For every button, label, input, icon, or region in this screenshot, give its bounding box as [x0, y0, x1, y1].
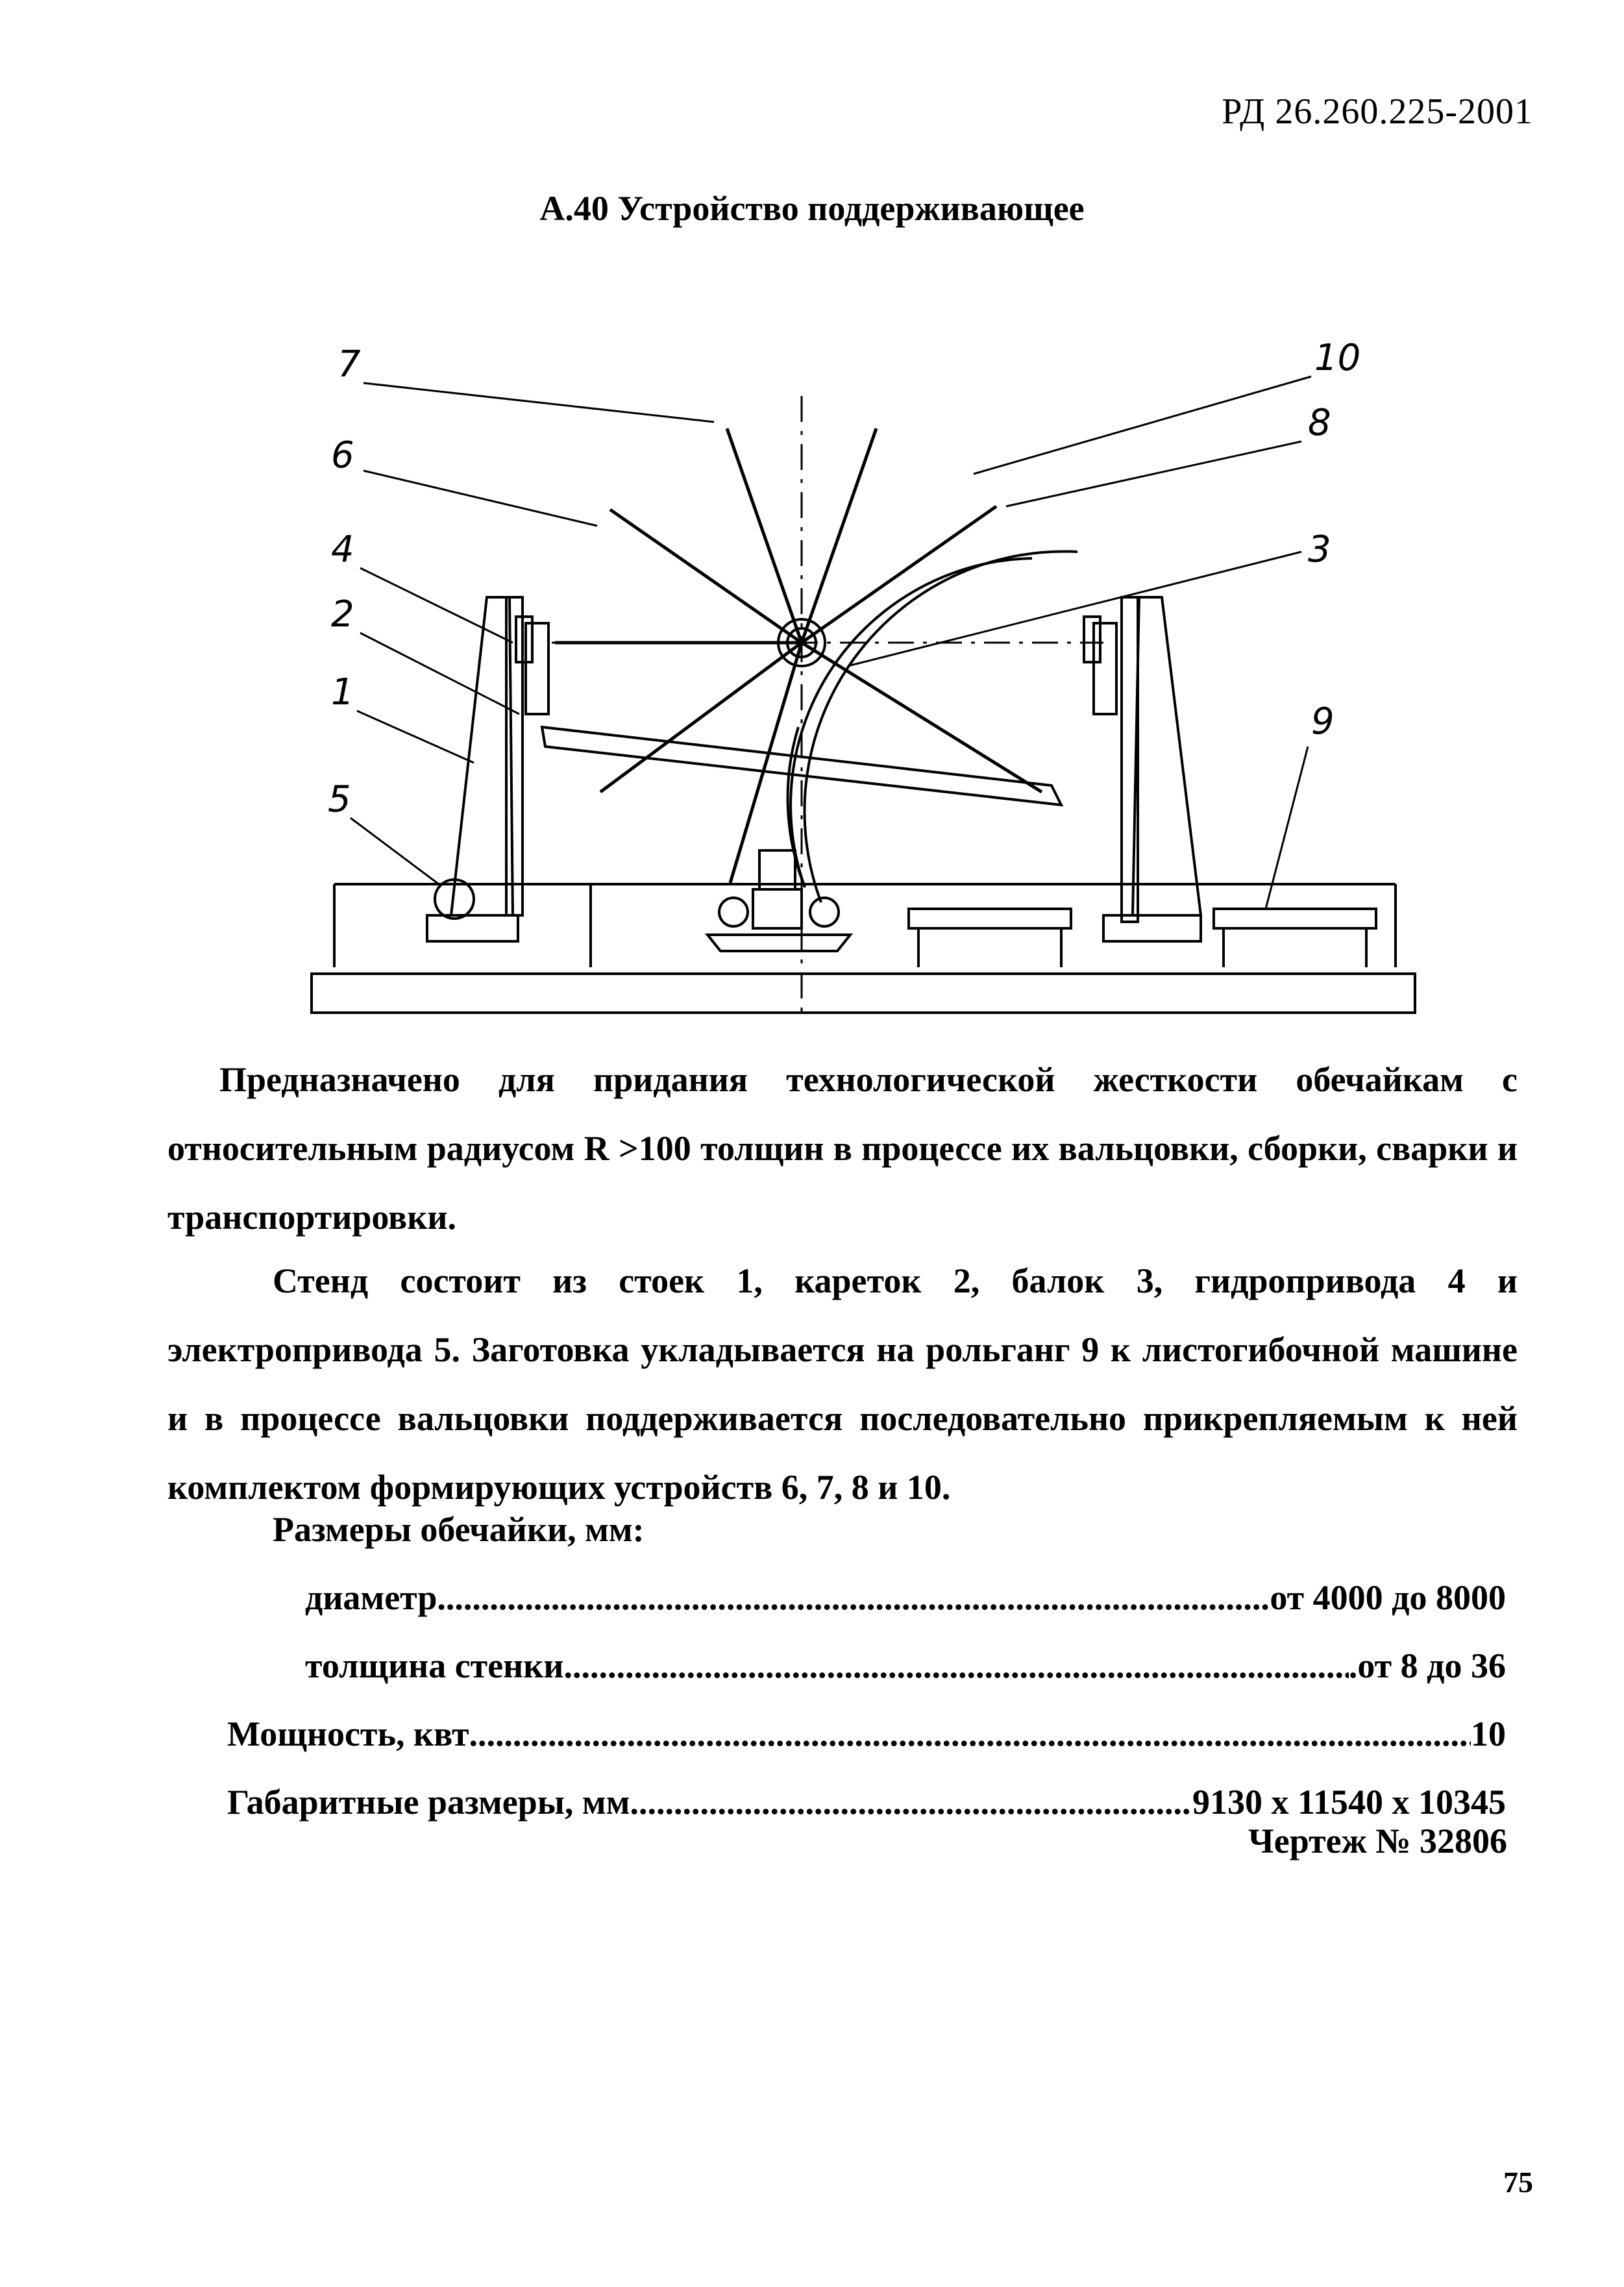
spec-diameter	[305, 1577, 1506, 1618]
dims-value: 9130 х 11540 х 10345	[1192, 1783, 1506, 1822]
roller-table-2	[1214, 909, 1376, 928]
callout-8: 8	[1308, 402, 1331, 444]
drawing-number: Чертеж № 32806	[1248, 1822, 1507, 1861]
callout-7: 7	[338, 343, 361, 386]
leader-dots	[469, 1714, 1471, 1754]
left-carriage	[526, 623, 548, 714]
spec-dimensions	[227, 1782, 1506, 1822]
callout-9: 9	[1311, 700, 1335, 743]
section-title: А.40 Устройство поддерживающее	[539, 189, 1085, 228]
bending-roll-left	[719, 898, 748, 926]
diameter-label: диаметр	[305, 1578, 437, 1617]
description-paragraph: Стенд состоит из стоек 1, кареток 2, балок 3, гидропривода 4 и электропривода 5. Заготовка укладывается на рольганг 9 к листогибочной машине и в процессе вальцовки поддерживается последовательно прикрепляемым к ней комплектом формирующих устройств 6, 7, 8 и 10.	[167, 1261, 1518, 1507]
callout-1: 1	[331, 671, 354, 713]
shell-arc-outer	[805, 551, 1077, 902]
wall-value: .от 8 до 36	[1348, 1646, 1506, 1685]
sizes-heading-text: Размеры обечайки, мм:	[273, 1510, 645, 1549]
roller-table-1	[909, 909, 1071, 928]
leader-dots	[630, 1782, 1192, 1822]
callout-10: 10	[1314, 338, 1361, 379]
power-label: Мощность, квт	[227, 1714, 469, 1753]
callout-2: 2	[331, 593, 354, 636]
page-number: 75	[1503, 2166, 1533, 2199]
bending-roll-right	[810, 898, 839, 926]
wall-label: толщина стенки	[305, 1646, 564, 1685]
support-device-drawing	[305, 338, 1421, 1026]
document-code: РД 26.260.225-2001	[1222, 92, 1533, 132]
bending-machine-body	[753, 889, 802, 928]
callout-6: 6	[331, 434, 354, 476]
dims-label: Габаритные размеры, мм	[227, 1783, 630, 1822]
right-stand	[1133, 597, 1201, 915]
base-plate	[312, 974, 1415, 1013]
right-carriage	[1094, 623, 1116, 714]
left-stand-foot	[427, 915, 518, 941]
shell-arc	[791, 558, 1032, 887]
callout-4: 4	[331, 528, 354, 571]
leader-dots	[564, 1646, 1349, 1686]
spokes	[555, 428, 1042, 883]
sizes-heading	[273, 1509, 645, 1550]
callout-3: 3	[1308, 528, 1331, 571]
technical-drawing	[305, 338, 1421, 1026]
spec-wall	[305, 1646, 1506, 1686]
bending-machine-base	[707, 935, 850, 951]
right-stand-foot	[1103, 915, 1201, 941]
spec-power	[227, 1714, 1506, 1754]
purpose-paragraph: Предназначено для придания технологической жесткости обечайкам с относительным радиусом R >100 толщин в процессе их вальцовки, сборки, сварки и транспортировки.	[167, 1060, 1518, 1237]
power-value: 10	[1471, 1714, 1506, 1753]
diameter-value: от 4000 до 8000	[1270, 1578, 1506, 1617]
leader-dots	[437, 1577, 1270, 1618]
callout-5: 5	[328, 778, 351, 821]
